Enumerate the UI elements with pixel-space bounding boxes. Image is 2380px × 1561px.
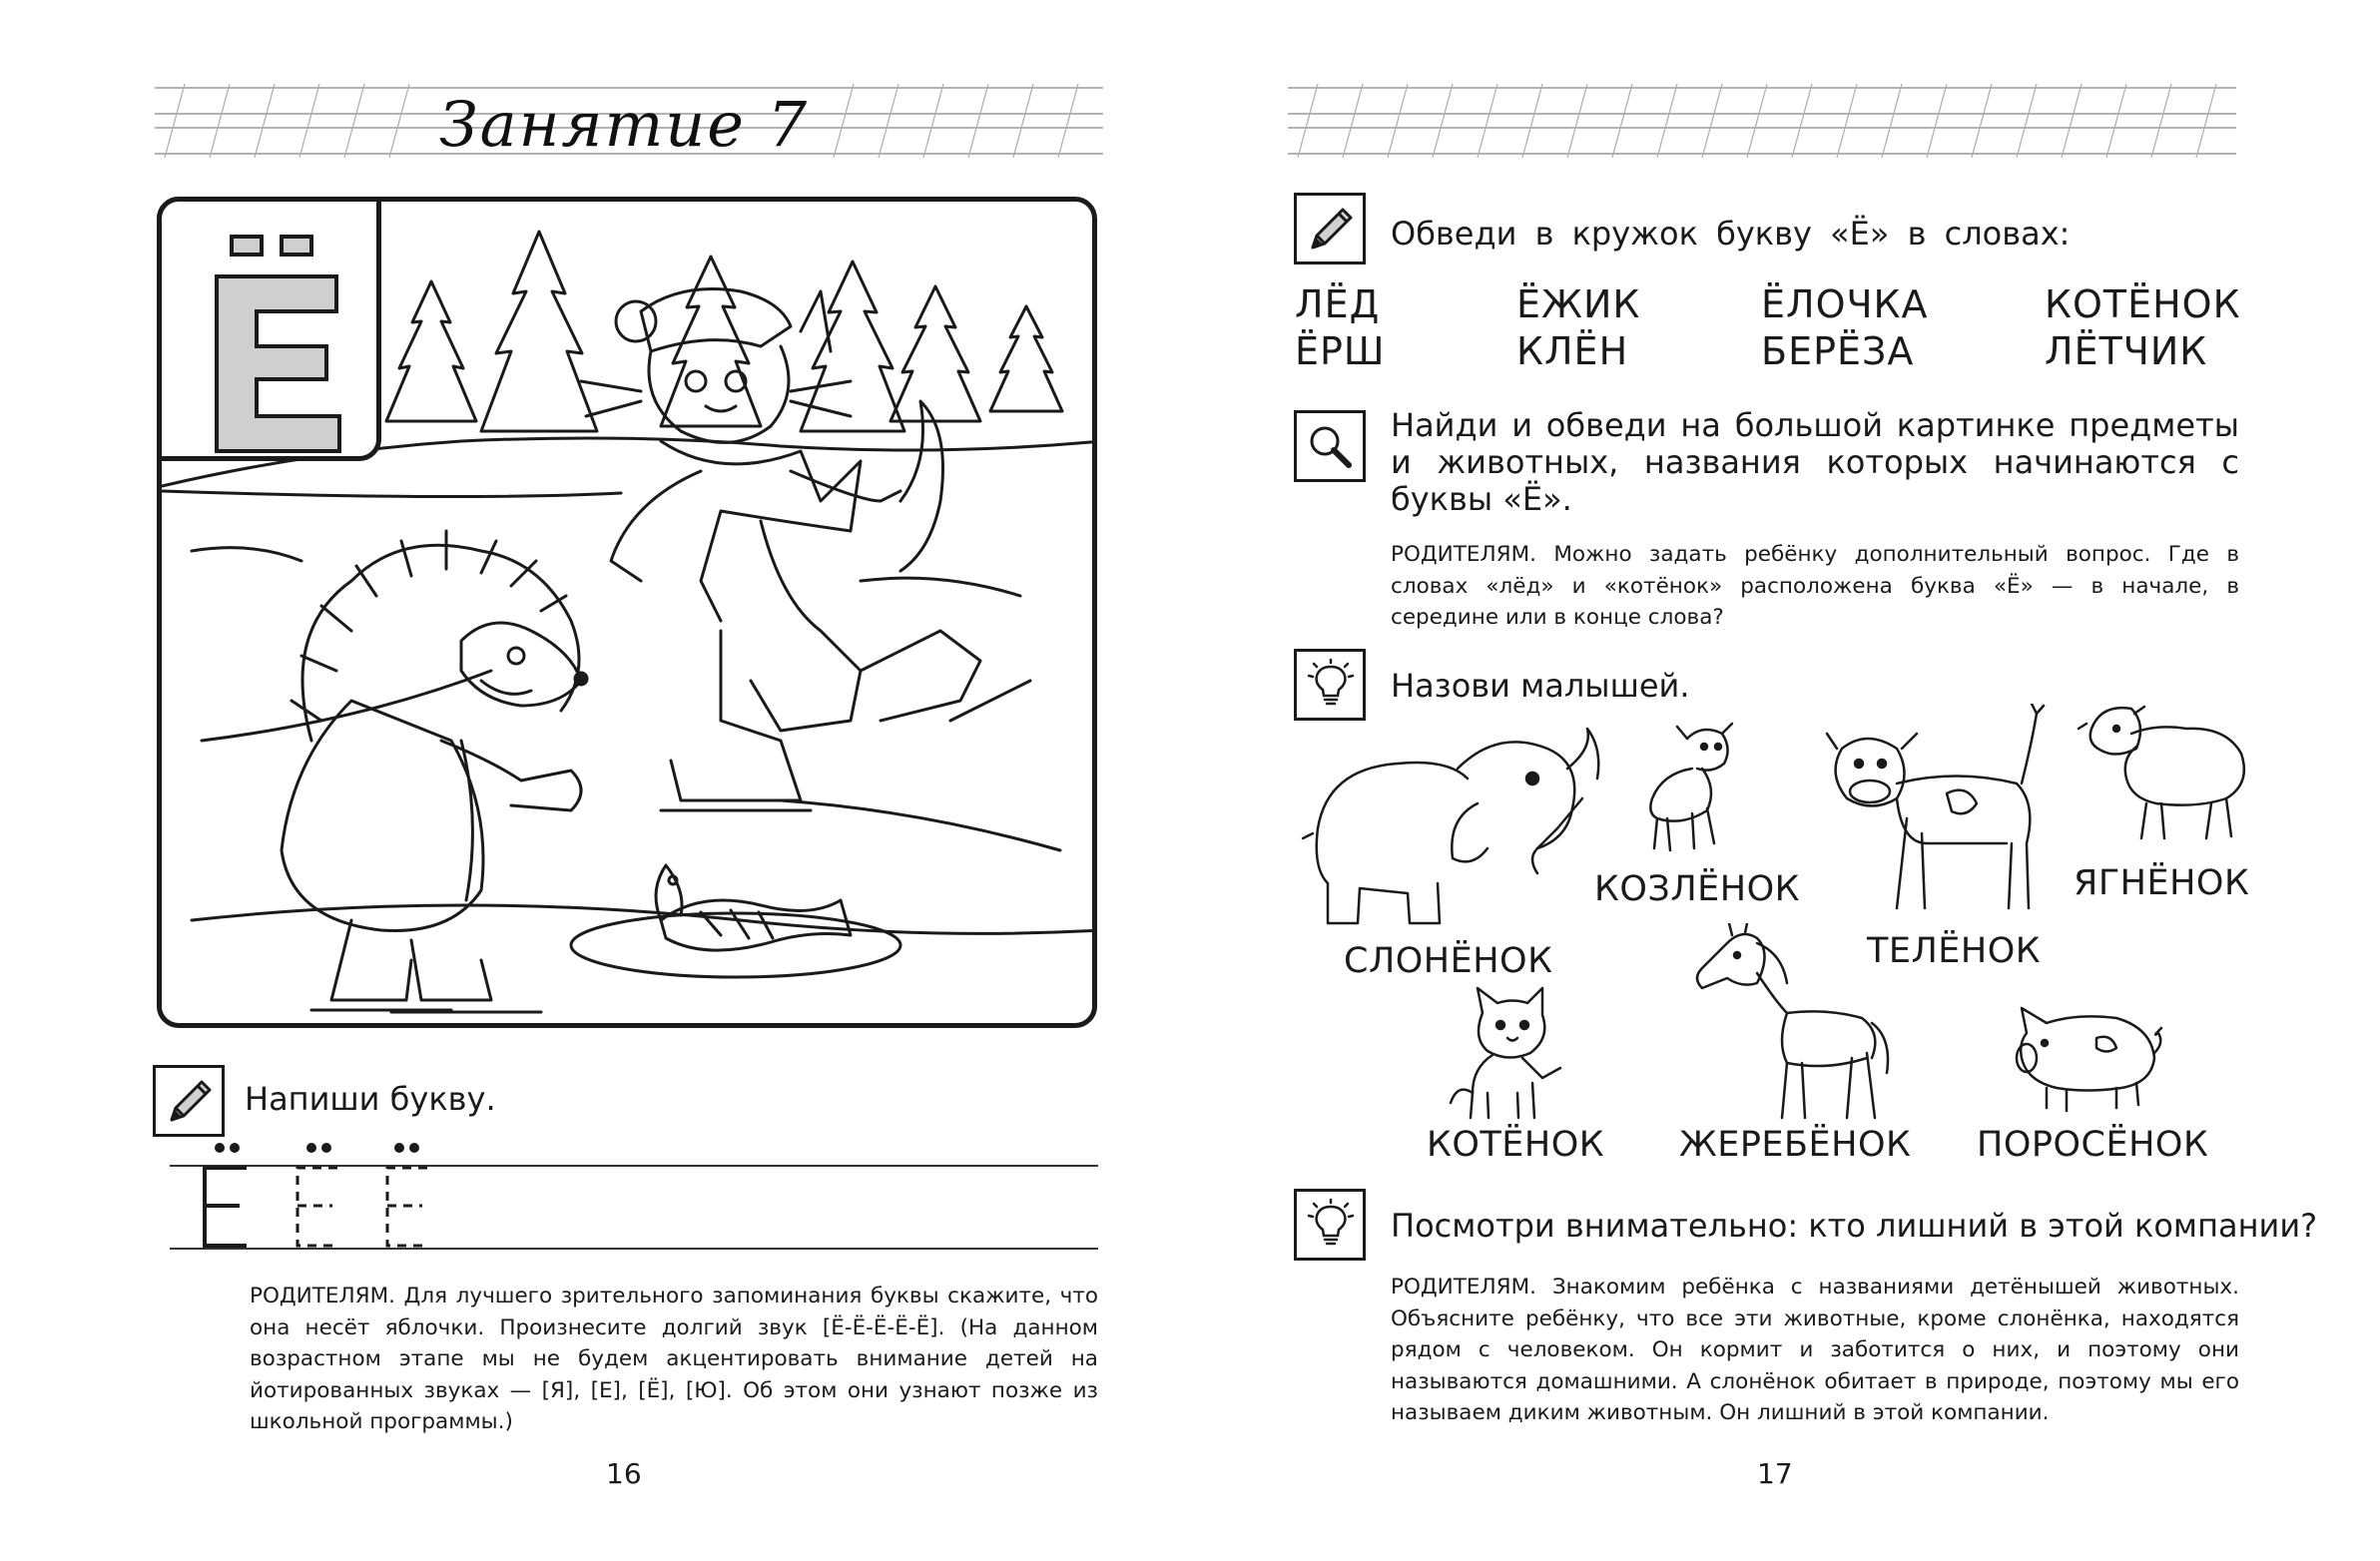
hedgehog-on-skates-drawing xyxy=(282,531,587,1012)
label-calf: ТЕЛЁНОК xyxy=(1867,931,2042,971)
goat-kid-drawing xyxy=(1632,719,1752,862)
kitten-drawing xyxy=(1443,983,1572,1127)
lamb-drawing xyxy=(2077,699,2256,852)
word-letchik[interactable]: ЛЁТЧИК xyxy=(2045,329,2208,373)
label-piglet: ПОРОСЁНОК xyxy=(1977,1125,2209,1165)
fish-in-ice-hole-drawing xyxy=(571,865,900,977)
magnifier-icon xyxy=(1294,410,1366,482)
label-elephant: СЛОНЁНОК xyxy=(1344,941,1553,981)
label-lamb: ЯГНЁНОК xyxy=(2074,863,2250,903)
cat-on-skates-drawing xyxy=(581,289,1030,811)
lesson-title: Занятие 7 xyxy=(439,88,810,161)
word-klen[interactable]: КЛЁН xyxy=(1516,329,1629,373)
word-elochka[interactable]: ЁЛОЧКА xyxy=(1761,282,1929,326)
label-kitten: КОТЁНОК xyxy=(1427,1125,1605,1165)
big-letter-card xyxy=(157,197,381,461)
task4-text: Посмотри внимательно: кто лишний в этой компании? xyxy=(1391,1207,2318,1245)
write-task-text: Напиши букву. xyxy=(245,1080,496,1118)
word-led[interactable]: ЛЁД xyxy=(1295,282,1381,326)
lightbulb-icon xyxy=(1294,1189,1366,1261)
page-number-right: 17 xyxy=(1757,1457,1793,1490)
pencil-icon xyxy=(1294,193,1366,264)
page-number-left: 16 xyxy=(606,1457,642,1490)
task1-text: Обведи в кружок букву «Ё» в словах: xyxy=(1391,215,2071,253)
label-foal: ЖЕРЕБЁНОК xyxy=(1679,1125,1912,1165)
pencil-icon xyxy=(153,1065,225,1137)
big-letter-text xyxy=(162,202,163,203)
word-ersh[interactable]: ЁРШ xyxy=(1295,329,1386,373)
word-ezhik[interactable]: ЁЖИК xyxy=(1516,282,1641,326)
word-kotenok[interactable]: КОТЁНОК xyxy=(2045,282,2241,326)
foal-drawing xyxy=(1687,923,1897,1127)
label-goat: КОЗЛЁНОК xyxy=(1594,869,1800,909)
title-ruling-right xyxy=(1288,80,2236,160)
parents-note-right-2: РОДИТЕЛЯМ. Знакомим ребёнка с названиями детёнышей животных. Объясните ребёнку, что все эти животные, кроме слонёнка, находятся рядом с человеком. Он кормит и заботится о них, и поэтому они называются домашними. А слонёнок обитает в природе, поэтому мы его называем диким животным. Он лишний в этой компании. xyxy=(1391,1275,2239,1425)
task3-text: Назови малышей. xyxy=(1391,667,1690,705)
parents-note-right-1: РОДИТЕЛЯМ. Можно задать ребёнку дополнительный вопрос. Где в словах «лёд» и «котёнок» расположена буква «Ё» — в начале, в середине или в конце слова? xyxy=(1391,542,2239,630)
piglet-drawing xyxy=(2007,993,2166,1117)
task2-text: Найди и обведи на большой картинке предметы и животных, названия которых начинаются с буквы «Ё». xyxy=(1391,406,2239,518)
letter-writing-sample[interactable] xyxy=(190,1138,469,1257)
word-bereza[interactable]: БЕРЁЗА xyxy=(1761,329,1915,373)
calf-drawing xyxy=(1817,704,2067,927)
fir-trees-drawing xyxy=(386,232,1062,431)
elephant-calf-drawing xyxy=(1298,709,1607,942)
parents-note-left: РОДИТЕЛЯМ. Для лучшего зрительного запоминания буквы скажите, что она несёт яблочки. Произнесите долгий звук [Ё-Ё-Ё-Ё-Ё]. (На данном возрастном этапе мы не будем акцентировать внимание детей на йотированных звуках — [Я], [Е], [Ё], [Ю]. Об этом они узнают позже из школьной программы.) xyxy=(250,1284,1098,1434)
